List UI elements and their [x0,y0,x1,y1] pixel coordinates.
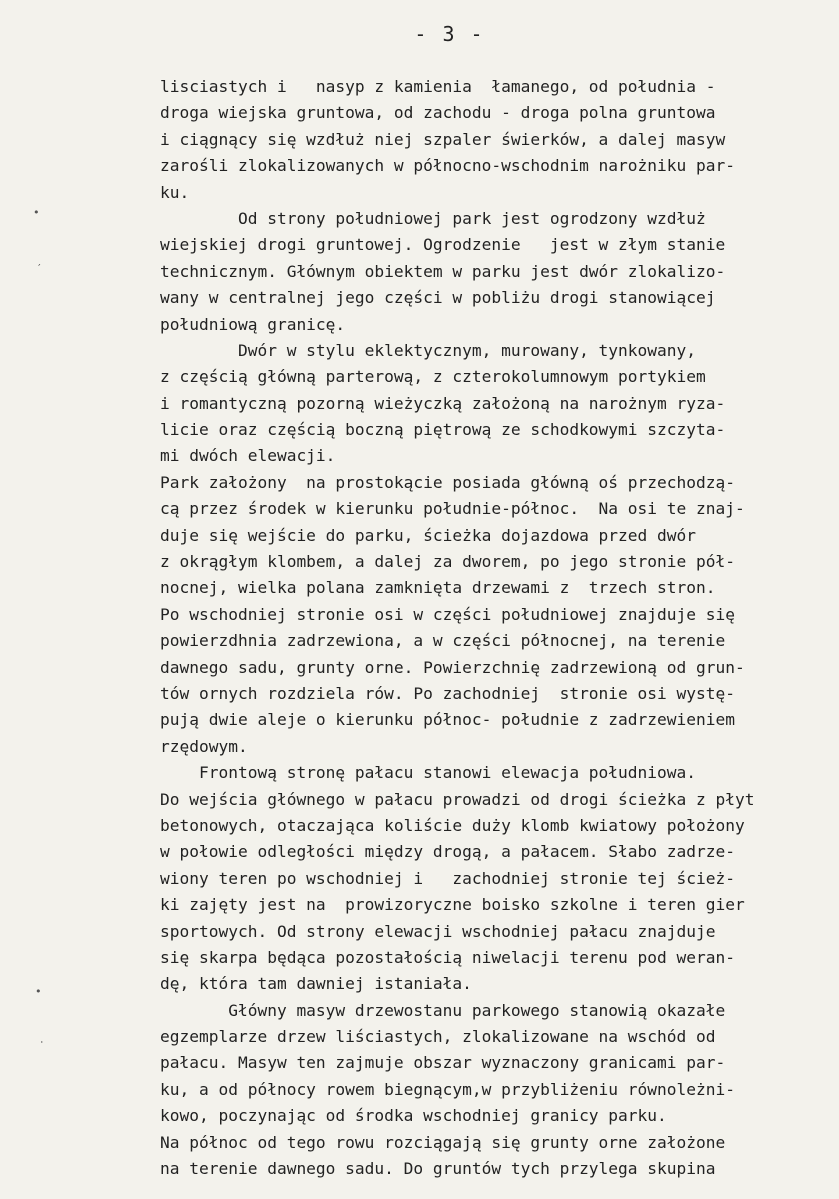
text-line: sportowych. Od strony elewacji wschodniej pałacu znajduje [160,921,716,941]
text-line: wiony teren po wschodniej i zachodniej stronie tej ścież- [160,868,735,888]
text-line: Dwór w stylu eklektycznym, murowany, tynkowany, [160,340,697,360]
body-text [160,74,800,1182]
text-line: nocnej, wielka polana zamknięta drzewami z trzech stron. [160,578,716,598]
margin-mark: ′ [36,262,43,275]
text-line: i ciągnący się wzdłuż niej szpaler świerków, a dalej masyw [160,129,726,149]
text-line: ki zajęty jest na prowizoryczne boisko szkolne i teren gier [160,895,745,915]
text-line: Na północ od tego rowu rozciągają się grunty orne założone [160,1132,726,1152]
text-line: betonowych, otaczająca koliście duży klomb kwiatowy położony [160,815,745,835]
text-line: technicznym. Głównym obiektem w parku jest dwór zlokalizo- [160,261,726,281]
text-line: z okrągłym klombem, a dalej za dworem, po jego stronie pół- [160,552,735,572]
text-line: ku. [160,182,190,202]
text-line: Do wejścia głównego w pałacu prowadzi od drogi ścieżka z płyt [160,789,755,809]
text-line: rzędowym. [160,736,248,756]
text-line: w połowie odległości między drogą, a pałacem. Słabo zadrze- [160,842,735,862]
text-line: na terenie dawnego sadu. Do gruntów tych przylega skupina [160,1159,716,1179]
text-line: i romantyczną pozorną wieżyczką założoną na narożnym ryza- [160,393,726,413]
margin-mark: • [33,206,40,219]
margin-mark: • [35,985,42,998]
text-line: wiejskiej drogi gruntowej. Ogrodzenie jest w złym stanie [160,235,726,255]
text-line: dę, która tam dawniej istaniała. [160,974,472,994]
text-line: zarośli zlokalizowanych w północno-wschodnim narożniku par- [160,156,735,176]
text-line: powierzdhnia zadrzewiona, a w części północnej, na terenie [160,631,726,651]
text-line: ku, a od północy rowem biegnącym,w przybliżeniu równoleżni- [160,1079,735,1099]
text-line: z częścią główną parterową, z czterokolumnowym portykiem [160,367,706,387]
text-line: licie oraz częścią boczną piętrową ze schodkowymi szczyta- [160,420,726,440]
text-line: kowo, poczynając od środka wschodniej granicy parku. [160,1106,667,1126]
text-line: pują dwie aleje o kierunku północ- południe z zadrzewieniem [160,710,735,730]
text-line: południową granicę. [160,314,346,334]
text-line: lisciastych i nasyp z kamienia łamanego, od południa - [160,77,716,96]
text-line: egzemplarze drzew liściastych, zlokalizowane na wschód od [160,1027,716,1047]
text-line: dawnego sadu, grunty orne. Powierzchnię zadrzewioną od grun- [160,657,745,677]
text-line: Główny masyw drzewostanu parkowego stanowią okazałe [160,1000,726,1020]
text-line: Po wschodniej stronie osi w części południowej znajduje się [160,604,735,624]
text-line: cą przez środek w kierunku południe-północ. Na osi te znaj- [160,499,745,519]
text-line: się skarpa będąca pozostałością niwelacji terenu pod weran- [160,947,735,967]
text-line: tów ornych rozdziela rów. Po zachodniej stronie osi wystę- [160,683,735,703]
text-line: droga wiejska gruntowa, od zachodu - droga polna gruntowa [160,103,716,123]
text-line: Park założony na prostokącie posiada główną oś przechodzą- [160,472,735,492]
text-line: mi dwóch elewacji. [160,446,336,466]
text-line: duje się wejście do parku, ścieżka dojazdowa przed dwór [160,525,697,545]
text-line: pałacu. Masyw ten zajmuje obszar wyznaczony granicami par- [160,1053,726,1073]
text-line: Od strony południowej park jest ogrodzony wzdłuż [160,208,706,228]
page-number: - 3 - [414,22,485,46]
text-line: Frontową stronę pałacu stanowi elewacja południowa. [160,763,697,783]
text-line: wany w centralnej jego części w pobliżu drogi stanowiącej [160,288,716,308]
margin-mark: ‧ [40,1036,44,1049]
